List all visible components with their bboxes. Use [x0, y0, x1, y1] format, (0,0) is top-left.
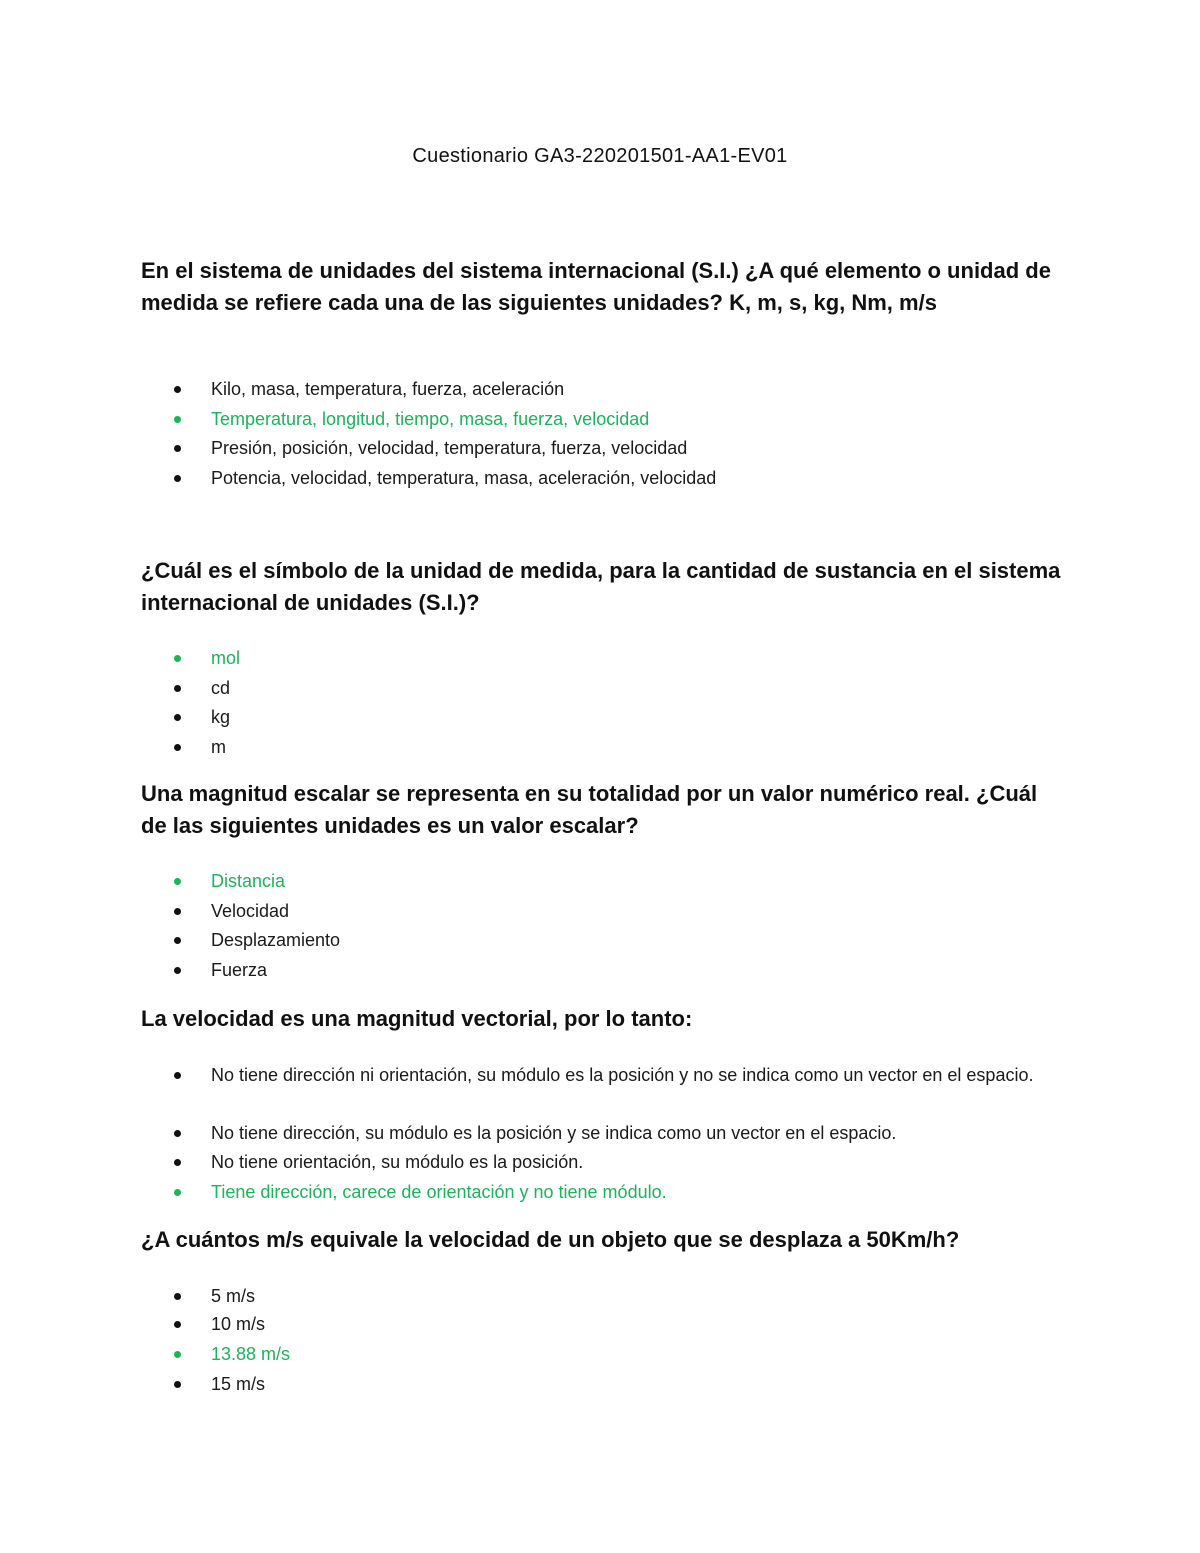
bullet-icon	[174, 1381, 181, 1388]
bullet-icon	[174, 655, 181, 662]
option-text: 10 m/s	[211, 1314, 266, 1334]
bullet-icon	[174, 1130, 181, 1137]
option-text: 15 m/s	[211, 1374, 266, 1394]
bullet-icon	[174, 937, 181, 944]
option-text: No tiene dirección ni orientación, su módulo es la posición y no se indica como un vector en el espacio.	[211, 1065, 1034, 1085]
bullet-icon	[174, 475, 181, 482]
bullet-icon	[174, 416, 181, 423]
question-text: ¿Cuál es el símbolo de la unidad de medida, para la cantidad de sustancia en el sistema internacional de unidades (S.I.)?	[141, 558, 1061, 615]
option-text: Presión, posición, velocidad, temperatura, fuerza, velocidad	[211, 438, 688, 458]
document-title: Cuestionario GA3-220201501-AA1-EV01	[412, 145, 788, 167]
bullet-icon	[174, 445, 181, 452]
option-text: Potencia, velocidad, temperatura, masa, aceleración, velocidad	[211, 468, 717, 488]
bullet-icon	[174, 1321, 181, 1328]
question-text: En el sistema de unidades del sistema internacional (S.I.) ¿A qué elemento o unidad de medida se refiere cada una de las siguientes unidades? K, m, s, kg, Nm, m/s	[141, 258, 1051, 315]
question-text: La velocidad es una magnitud vectorial, por lo tanto:	[141, 1006, 693, 1031]
bullet-icon	[174, 1351, 181, 1358]
option-text: No tiene orientación, su módulo es la posición.	[211, 1152, 584, 1172]
option-text: mol	[211, 648, 241, 668]
bullet-icon	[174, 1159, 181, 1166]
bullet-icon	[174, 908, 181, 915]
option-text: 13.88 m/s	[211, 1344, 291, 1364]
bullet-icon	[174, 714, 181, 721]
bullet-icon	[174, 744, 181, 751]
option-text: cd	[211, 678, 231, 698]
option-text: kg	[211, 707, 231, 727]
bullet-icon	[174, 685, 181, 692]
option-text: Velocidad	[211, 901, 290, 921]
option-text: Desplazamiento	[211, 930, 341, 950]
option-text: Fuerza	[211, 960, 268, 980]
bullet-icon	[174, 967, 181, 974]
bullet-icon	[174, 878, 181, 885]
option-text: Kilo, masa, temperatura, fuerza, aceleración	[211, 379, 565, 399]
bullet-icon	[174, 1293, 181, 1300]
bullet-icon	[174, 1189, 181, 1196]
option-text: Tiene dirección, carece de orientación y no tiene módulo.	[211, 1182, 667, 1202]
bullet-icon	[174, 1072, 181, 1079]
option-text: No tiene dirección, su módulo es la posición y se indica como un vector en el espacio.	[211, 1123, 897, 1143]
option-text: m	[211, 737, 226, 757]
question-text: Una magnitud escalar se representa en su totalidad por un valor numérico real. ¿Cuál de las siguientes unidades es un valor escalar?	[141, 781, 1038, 838]
option-text: Temperatura, longitud, tiempo, masa, fuerza, velocidad	[211, 409, 650, 429]
option-text: Distancia	[211, 871, 286, 891]
option-text: 5 m/s	[211, 1286, 256, 1306]
question-text: ¿A cuántos m/s equivale la velocidad de un objeto que se desplaza a 50Km/h?	[141, 1227, 960, 1252]
bullet-icon	[174, 386, 181, 393]
